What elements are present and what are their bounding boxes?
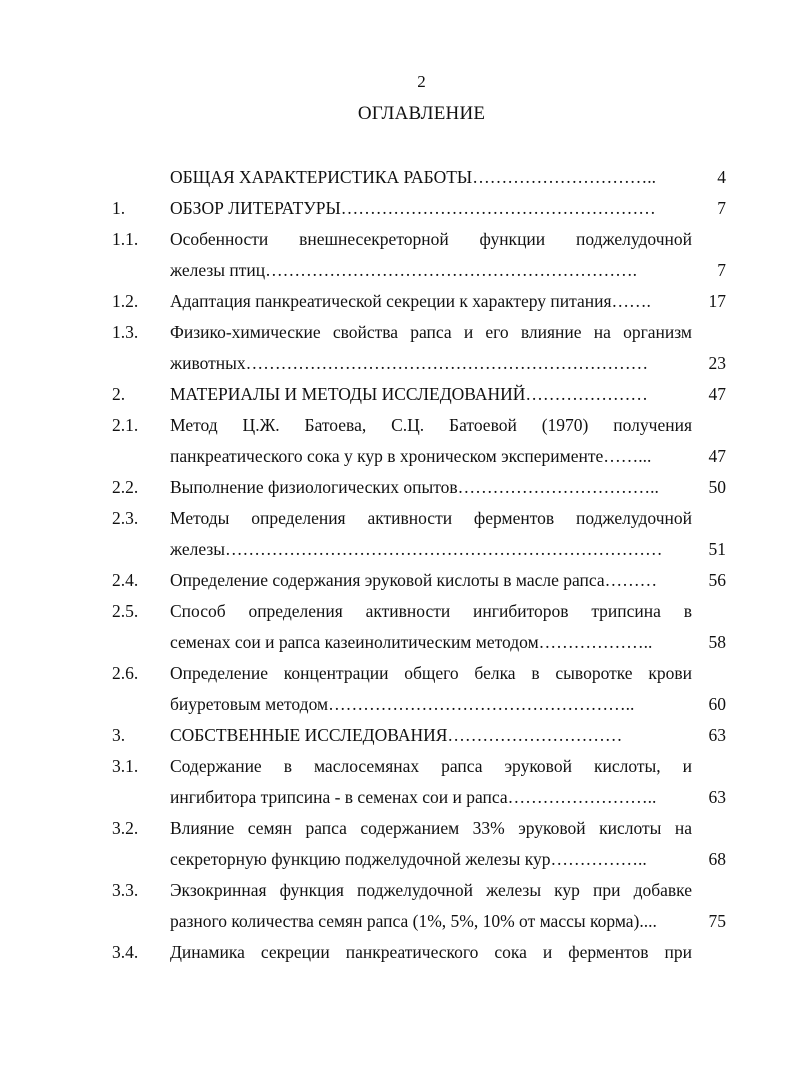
toc-entry-title: Динамика секреции панкреатического сока и ферментов при xyxy=(170,942,692,962)
toc-entry-title: биуретовым методом…………………………………………….. xyxy=(170,694,635,714)
toc-entry-number: 2.2. xyxy=(112,477,139,497)
toc-entry-title: Метод Ц.Ж. Батоева, С.Ц. Батоевой (1970) получения xyxy=(170,415,692,435)
toc-entry-page: 60 xyxy=(708,694,726,714)
toc-entry-page: 63 xyxy=(708,787,726,807)
toc-entry-title: СОБСТВЕННЫЕ ИССЛЕДОВАНИЯ………………………… xyxy=(170,725,623,745)
toc-entry xyxy=(0,318,791,346)
toc-entry-page: 51 xyxy=(708,539,726,559)
toc-entry xyxy=(0,907,791,935)
toc-entry-page: 7 xyxy=(717,198,726,218)
toc-entry-page: 47 xyxy=(708,384,726,404)
toc-entry-number: 1. xyxy=(112,198,126,218)
toc-entry xyxy=(0,938,791,966)
toc-entry-title: Содержание в маслосемянах рапса эруковой кислоты, и xyxy=(170,756,692,776)
toc-entry xyxy=(0,287,791,315)
toc-entry xyxy=(0,845,791,873)
toc-entry xyxy=(0,876,791,904)
toc-entry-number: 3.4. xyxy=(112,942,139,962)
toc-entry xyxy=(0,163,791,191)
toc-entry-page: 63 xyxy=(708,725,726,745)
toc-entry-number: 2.4. xyxy=(112,570,139,590)
toc-entry-number: 1.1. xyxy=(112,229,139,249)
toc-entry-number: 2. xyxy=(112,384,126,404)
toc-entry xyxy=(0,473,791,501)
toc-entry-page: 7 xyxy=(717,260,726,280)
toc-entry-page: 47 xyxy=(708,446,726,466)
toc-title: ОГЛАВЛЕНИЕ xyxy=(357,103,486,124)
toc-entry-page: 58 xyxy=(708,632,726,652)
toc-entry xyxy=(0,256,791,284)
toc-entry xyxy=(0,380,791,408)
toc-entry-number: 3.3. xyxy=(112,880,139,900)
toc-entry-title: панкреатического сока у кур в хроническом эксперименте……... xyxy=(170,446,652,466)
toc-entry-title: Определение содержания эруковой кислоты в масле рапса……… xyxy=(170,570,658,590)
toc-entry xyxy=(0,814,791,842)
toc-entry xyxy=(0,504,791,532)
toc-entry-number: 2.1. xyxy=(112,415,139,435)
toc-entry-number: 3. xyxy=(112,725,126,745)
toc-entry-title: Влияние семян рапса содержанием 33% эруковой кислоты на xyxy=(170,818,692,838)
toc-entry xyxy=(0,411,791,439)
toc-entry-page: 50 xyxy=(708,477,726,497)
toc-entry-title: железы………………………………………………………………… xyxy=(170,539,663,559)
toc-entry-title: ингибитора трипсина - в семенах сои и рапса…………………….. xyxy=(170,787,657,807)
toc-entry-title: Адаптация панкреатической секреции к характеру питания……. xyxy=(170,291,651,311)
toc-entry-title: ОБЩАЯ ХАРАКТЕРИСТИКА РАБОТЫ………………………….. xyxy=(170,167,656,187)
toc-entry xyxy=(0,535,791,563)
toc-entry-number: 2.6. xyxy=(112,663,139,683)
toc-entry-title: Особенности внешнесекреторной функции поджелудочной xyxy=(170,229,692,249)
toc-entry-title: Выполнение физиологических опытов…………………………….. xyxy=(170,477,659,497)
toc-entry-number: 2.5. xyxy=(112,601,139,621)
toc-entry-page: 17 xyxy=(708,291,726,311)
toc-entry-number: 3.1. xyxy=(112,756,139,776)
toc-entry xyxy=(0,721,791,749)
toc-entry-number: 3.2. xyxy=(112,818,139,838)
toc-entry-title: семенах сои и рапса казеинолитическим методом……………….. xyxy=(170,632,653,652)
toc-entry-page: 68 xyxy=(708,849,726,869)
toc-entry-title: Физико-химические свойства рапса и его влияние на организм xyxy=(170,322,692,342)
toc-entry-number: 1.3. xyxy=(112,322,139,342)
toc-entry xyxy=(0,690,791,718)
toc-entry-title: железы птиц………………………………………………………. xyxy=(170,260,638,280)
toc-entry xyxy=(0,597,791,625)
toc-entry-page: 75 xyxy=(708,911,726,931)
toc-entry-title: секреторную функцию поджелудочной железы кур…………….. xyxy=(170,849,647,869)
toc-entry-page: 23 xyxy=(708,353,726,373)
toc-entry-number: 2.3. xyxy=(112,508,139,528)
toc-entry xyxy=(0,442,791,470)
toc-entry xyxy=(0,628,791,656)
toc-entry xyxy=(0,566,791,594)
page-number: 2 xyxy=(417,72,426,91)
toc-entry-number: 1.2. xyxy=(112,291,139,311)
toc-entry-title: Определение концентрации общего белка в сыворотке крови xyxy=(170,663,692,683)
toc-entry xyxy=(0,194,791,222)
toc-entry-title: ОБЗОР ЛИТЕРАТУРЫ……………………………………………… xyxy=(170,198,656,218)
toc-entry xyxy=(0,225,791,253)
toc-entry xyxy=(0,752,791,780)
toc-entry-title: животных…………………………………………………………… xyxy=(170,353,649,373)
toc-entry-title: Методы определения активности ферментов поджелудочной xyxy=(170,508,692,528)
toc-entry-page: 4 xyxy=(717,167,726,187)
toc-entry-title: МАТЕРИАЛЫ И МЕТОДЫ ИССЛЕДОВАНИЙ………………… xyxy=(170,384,648,404)
toc-entry xyxy=(0,783,791,811)
toc-entry-page: 56 xyxy=(708,570,726,590)
toc-entry-title: разного количества семян рапса (1%, 5%, 10% от массы корма).... xyxy=(170,911,657,931)
toc-entry xyxy=(0,349,791,377)
toc-entry-title: Способ определения активности ингибиторов трипсина в xyxy=(170,601,692,621)
toc-entry xyxy=(0,659,791,687)
toc-entry-title: Экзокринная функция поджелудочной железы кур при добавке xyxy=(170,880,692,900)
